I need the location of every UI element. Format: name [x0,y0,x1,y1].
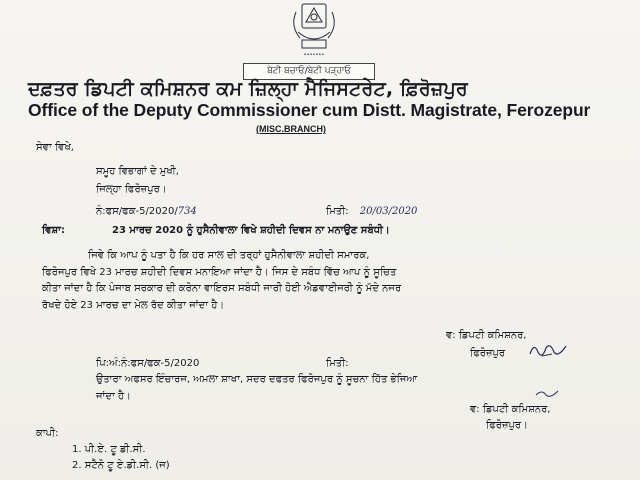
endorsement-sign-line-2: ਫਿਰੋਜ਼ਪੁਰ। [486,420,528,431]
copy-label: ਕਾਪੀ: [36,428,59,439]
signature-mark [528,340,568,360]
signoff-line-2: ਫਿਰੋਜ਼ਪੁਰ [470,348,506,359]
endorsement-text-line-2: ਜਾਂਦਾ ਹੈ। [96,391,131,402]
letter-body [42,248,612,314]
recipient-line-1: ਸਮੂਹ ਵਿਭਾਗਾਂ ਦੇ ਮੁਖੀ, [96,166,179,177]
reference-number-prefix: ਨੰ:ਫਸ/ਫਕ-5/2020/ [96,206,178,217]
initials-mark [534,387,560,399]
copy-item-2: 2. ਸਟੈਨੋ ਟੂ ਏ.ਡੀ.ਸੀ. (ਜ) [72,460,170,471]
slogan-text: ਬੇਟੀ ਬਚਾਓ/ਬੇਟੀ ਪੜ੍ਹਾਓ [267,66,351,76]
endorsement-date-label: ਮਿਤੀ: [326,358,349,369]
salutation: ਸੇਵਾ ਵਿਖੇ, [36,142,74,153]
body-line-3: ਕੀਤਾ ਜਾਂਦਾ ਹੈ ਕਿ ਪੰਜਾਬ ਸਰਕਾਰ ਦੀ ਕਰੋਨਾ ਵਾਇਰਸ ਸਬੰਧੀ ਜਾਰੀ ਹੋਈ ਐਡਵਾਈਜਰੀ ਨੂੰ ਮੱਦੇ ਨਜਰ [42,283,402,294]
subject-text: 23 ਮਾਰਚ 2020 ਨੂੰ ਹੁਸੈਨੀਵਾਲਾ ਵਿਖੇ ਸ਼ਹੀਦੀ ਦਿਵਸ ਨਾ ਮਨਾਉਣ ਸਬੰਧੀ। [112,225,390,236]
body-line-2: ਫਿਰੋਜਪੁਰ ਵਿਖੇ 23 ਮਾਰਚ ਸ਼ਹੀਦੀ ਦਿਵਸ ਮਨਾਇਆ ਜਾਂਦਾ ਹੈ। ਜਿਸ ਦੇ ਸਬੰਧ ਵਿੱਚ ਆਪ ਨੂੰ ਸੂਚਿਤ [42,266,397,278]
state-emblem-icon [288,0,340,58]
reference-number-handwritten: 734 [177,206,197,217]
subject-label: ਵਿਸ਼ਾ: [42,225,65,236]
subject-line [42,225,390,236]
reference-number [96,206,197,217]
svg-text:•••••••: ••••••• [303,52,325,58]
endorsement-text-line-1: ਉਤਾਰਾ ਅਫਸਰ ਇੰਚਾਰਜ, ਅਮਲਾ ਸ਼ਾਖਾ, ਸਦਰ ਦਫਤਰ ਫਿਰੋਜਪੁਰ ਨੂੰ ਸੂਚਨਾ ਹਿੱਤ ਭੇਜਿਆ [96,374,418,385]
office-title-punjabi: ਦਫ਼ਤਰ ਡਿਪਟੀ ਕਮਿਸ਼ਨਰ ਕਮ ਜ਼ਿਲ੍ਹਾ ਮੈਜਿਸਟਰੇਟ, ਫ਼ਿਰੋਜ਼ਪੁਰ [28,78,468,100]
branch-label: (MISC.BRANCH) [256,124,326,134]
recipient-line-2: ਜਿਲ੍ਹਾ ਫਿਰੋਜ਼ਪੁਰ। [96,184,167,195]
copy-item-1: 1. ਪੀ.ਏ. ਟੂ ਡੀ.ਸੀ. [72,444,146,455]
body-line-1: ਜਿਵੇ ਕਿ ਆਪ ਨੂੰ ਪਤਾ ਹੈ ਕਿ ਹਰ ਸਾਲ ਦੀ ਤਰ੍ਹਾਂ ਹੁਸੈਨੀਵਾਲਾ ਸ਼ਹੀਦੀ ਸਮਾਰਕ, [88,250,370,261]
date-label: ਮਿਤੀ: [326,206,349,217]
body-line-4: ਰੱਖਦੇ ਹੋਏ 23 ਮਾਰਚ ਦਾ ਮੇਲ ਰੱਦ ਕੀਤਾ ਜਾਂਦਾ ਹੈ। [42,299,225,311]
date-handwritten: 20/03/2020 [359,206,418,217]
office-title-english: Office of the Deputy Commissioner cum Distt. Magistrate, Ferozepur [28,100,591,120]
reference-date [326,206,417,217]
endorsement-sign-line-1: ਵ: ਡਿਪਟੀ ਕਮਿਸ਼ਨਰ, [470,404,551,415]
endorsement-number: ਪਿ:ਅੰ:ਨੰ:ਫਸ/ਫਕ-5/2020 [96,358,200,369]
signoff-line-1: ਵ: ਡਿਪਟੀ ਕਮਿਸ਼ਨਰ, [446,330,527,341]
